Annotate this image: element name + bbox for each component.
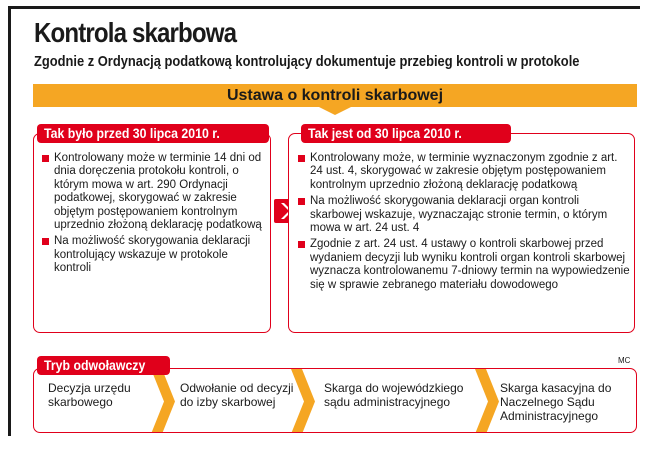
page-subtitle: Zgodnie z Ordynacją podatkową kontrolujący dokumentuje przebieg kontroli w protokole [34,53,580,70]
after-label-text: Tak jest od 30 lipca 2010 r. [308,125,462,141]
page-title: Kontrola skarbowa [34,17,237,48]
frame-top-rule [8,6,640,9]
appeal-label-text: Tryb odwoławczy [44,357,146,373]
before-list [42,152,268,279]
act-title-band [33,84,637,107]
appeal-step: Decyzja urzędu skarbowego [48,381,131,409]
before-item: Na możliwość skorygowania deklaracji kontrolujący wskazuje w protokole kontroli [42,235,268,275]
after-list [298,152,632,295]
appeal-step: Odwołanie od decyzji do izby skarbowej [180,381,294,409]
flow-arrow-icon [475,369,499,433]
appeal-label [37,356,170,375]
appeal-flow [33,368,637,433]
before-label [37,124,269,143]
after-label [301,124,511,143]
after-item: Kontrolowany może, w terminie wyznaczonym zgodnie z art. 24 ust. 4, skorygować w zakresie objętym postępowaniem kontrolnym uprzednio złożoną deklarację podatkową [298,152,632,192]
appeal-step: Skarga do wojewódzkiego sądu administracyjnego [324,381,464,409]
before-item: Kontrolowany może w terminie 14 dni od dnia doręczenia protokołu kontroli, o którym mowa w art. 290 Ordynacji podatkowej, skorygować w zakresie objętym postępowaniem kontrolnym uprzednio złożoną deklarację podatkową [42,152,268,232]
after-item: Na możliwość skorygowania deklaracji organ kontroli skarbowej wskazuje, wyznaczając stronie termin, o którym mowa w art. 24 ust. 4 [298,195,632,235]
frame-left-rule [8,6,11,436]
act-title: Ustawa o kontroli skarbowej [226,87,444,104]
appeal-step: Skarga kasacyjna do Naczelnego Sądu Administracyjnego [500,381,612,423]
after-item: Zgodnie z art. 24 ust. 4 ustawy o kontroli skarbowej przed wydaniem decyzji lub wyniku kontroli organ kontroli skarbowej wyznacza kontrolowanemu 7-dniowy termin na wypowiedzenie się w sprawie zebranego materiału dowodowego [298,238,632,292]
act-band-pointer [319,107,351,115]
before-label-text: Tak było przed 30 lipca 2010 r. [44,125,220,141]
author-credit: MC [618,356,631,365]
